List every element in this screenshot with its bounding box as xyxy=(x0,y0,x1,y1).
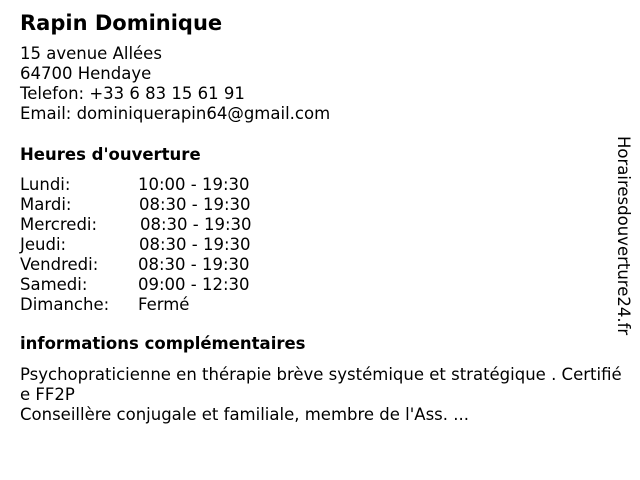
day-label: Lundi: xyxy=(20,175,71,194)
business-name: Rapin Dominique xyxy=(20,11,223,35)
hours-title: Heures d'ouverture xyxy=(20,145,201,164)
time-range: 08:30 - 19:30 xyxy=(139,235,251,254)
info-membership: Conseillère conjugale et familiale, membre de l'Ass. ... xyxy=(20,405,470,424)
time-range: 10:00 - 19:30 xyxy=(138,175,250,194)
time-range: 08:30 - 19:30 xyxy=(139,195,251,214)
day-label: Vendredi: xyxy=(20,255,99,274)
watermark-text: Horairesdouverture24.fr xyxy=(614,136,633,336)
day-label: Jeudi: xyxy=(20,235,67,254)
day-label: Dimanche: xyxy=(20,295,110,314)
time-range: 08:30 - 19:30 xyxy=(140,215,252,234)
postal-city: 64700 Hendaye xyxy=(20,64,152,83)
site-watermark xyxy=(612,136,636,346)
info-title: informations complémentaires xyxy=(20,334,306,353)
time-range: 08:30 - 19:30 xyxy=(138,255,250,274)
time-range: Fermé xyxy=(138,295,190,314)
email-address: Email: dominiquerapin64@gmail.com xyxy=(20,104,331,123)
phone-number: Telefon: +33 6 83 15 61 91 xyxy=(20,84,245,103)
contact-block xyxy=(20,44,330,124)
street-address: 15 avenue Allées xyxy=(20,44,162,63)
day-label: Mercredi: xyxy=(20,215,98,234)
day-label: Samedi: xyxy=(20,275,88,294)
info-description: Psychopraticienne en thérapie brève systémique et stratégique . Certifiée FF2P xyxy=(20,365,622,404)
info-text xyxy=(20,365,624,425)
time-range: 09:00 - 12:30 xyxy=(138,275,250,294)
day-label: Mardi: xyxy=(20,195,72,214)
